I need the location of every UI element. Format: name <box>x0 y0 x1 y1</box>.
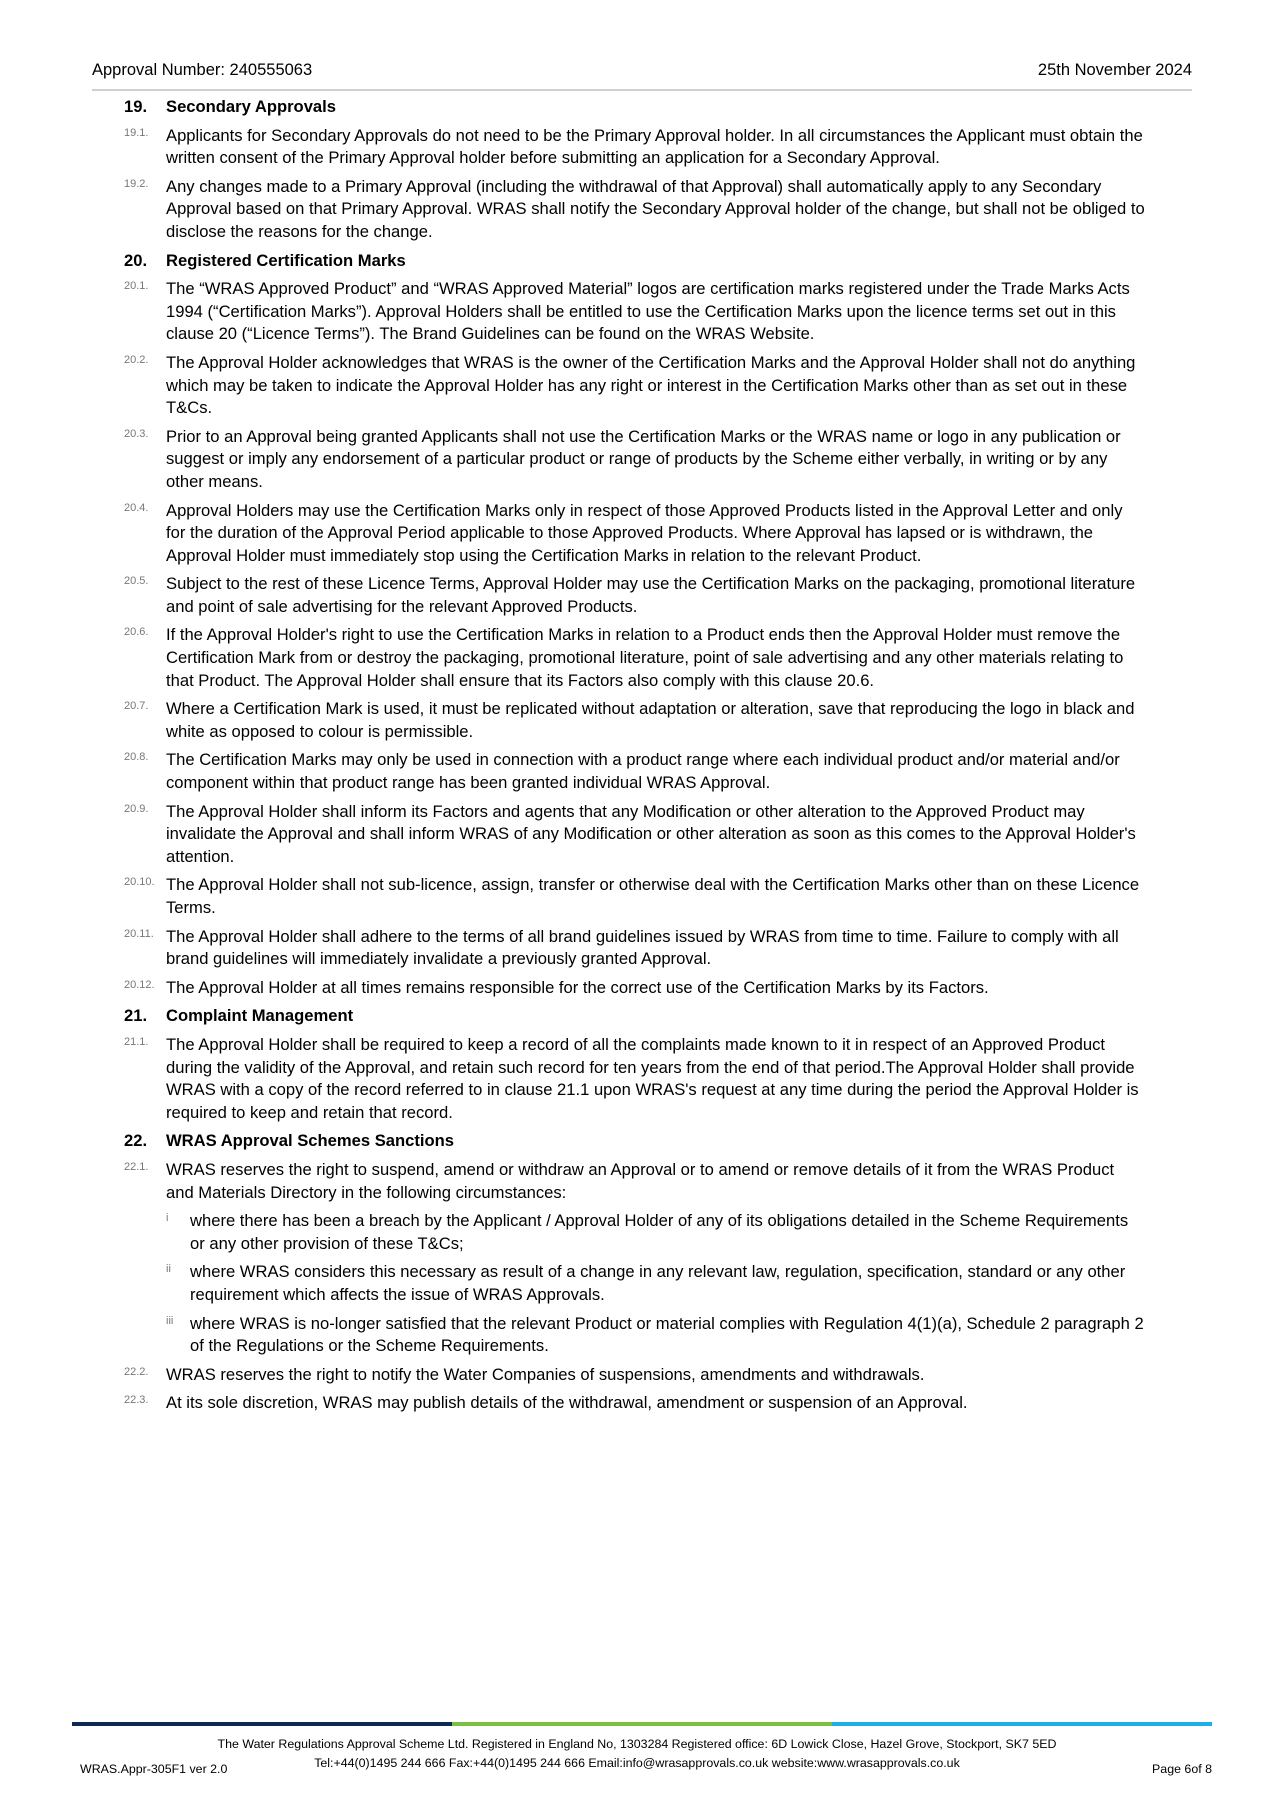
clause-number: 20.3. <box>124 427 149 440</box>
clause <box>124 278 1146 346</box>
clause-number: 20.11. <box>124 927 154 940</box>
clause-number: 20.6. <box>124 626 149 639</box>
clause-text: WRAS reserves the right to suspend, amend or withdraw an Approval or to amend or remove details of it from the WRAS Product and Materials Directory in the following circumstances: <box>166 1159 1115 1202</box>
clause <box>124 1034 1146 1124</box>
clause <box>124 1364 1146 1387</box>
clause-body <box>166 1392 1146 1415</box>
clause-number: 20.9. <box>124 802 149 815</box>
clause-body <box>166 278 1146 346</box>
clause <box>124 698 1146 743</box>
clause <box>124 977 1146 1000</box>
clause <box>124 426 1146 494</box>
clause-text: If the Approval Holder's right to use the Certification Marks in relation to a Product ends then the Approval Holder must remove the Certification Mark from or destroy the packaging, promotional literature, point of sale advertising and any other materials relating to that Product. The Approval Holder shall ensure that its Factors also comply with this clause 20.6. <box>166 625 1124 690</box>
clause-number: 19.1. <box>124 126 149 139</box>
clause-text: The Approval Holder shall inform its Factors and agents that any Modification or other alteration to the Approved Product may invalidate the Approval and shall inform WRAS of any Modification or other alteration as soon as this comes to the Approval Holder's attention. <box>166 801 1136 866</box>
clause-number: 22.3. <box>124 1394 149 1407</box>
clause-number: 20.2. <box>124 353 149 366</box>
section-heading <box>124 250 1146 273</box>
clause-number: 20.10. <box>124 876 155 889</box>
section-title: WRAS Approval Schemes Sanctions <box>166 1131 455 1151</box>
section-heading <box>124 1005 1146 1028</box>
sub-clause-text: where WRAS is no-longer satisfied that the relevant Product or material complies with Regulation 4(1)(a), Schedule 2 paragraph 2 of the Regulations or the Scheme Requirements. <box>190 1313 1144 1356</box>
clause-text: At its sole discretion, WRAS may publish details of the withdrawal, amendment or suspension of an Approval. <box>166 1393 968 1413</box>
sub-clause-number: iii <box>166 1314 174 1327</box>
page-header <box>92 61 1192 80</box>
sub-clause-text: where WRAS considers this necessary as result of a change in any relevant law, regulation, specification, standard or any other requirement which affects the issue of WRAS Approvals. <box>190 1262 1126 1304</box>
clause <box>124 874 1146 919</box>
clause-number: 20.12. <box>124 978 155 991</box>
sub-clause <box>166 1210 1146 1255</box>
section-number: 21. <box>124 1006 148 1026</box>
clause-number: 20.4. <box>124 501 149 514</box>
clause-text: The Approval Holder acknowledges that WRAS is the owner of the Certification Marks and the Approval Holder shall not do anything which may be taken to indicate the Approval Holder has any right or interest in the Certification Marks other than as set out in these T&Cs. <box>166 352 1136 418</box>
clause <box>124 500 1146 568</box>
clause-text: WRAS reserves the right to notify the Water Companies of suspensions, amendments and withdrawals. <box>166 1364 925 1384</box>
section-heading <box>124 96 1146 119</box>
clause <box>124 176 1146 244</box>
sub-clause-number: i <box>166 1212 169 1225</box>
section-title: Registered Certification Marks <box>166 250 406 270</box>
clause <box>124 1159 1146 1358</box>
clause-body <box>166 426 1146 494</box>
clause-body <box>166 874 1146 919</box>
clause-number: 20.1. <box>124 280 149 293</box>
footer-doc-ref: WRAS.Appr-305F1 ver 2.0 <box>80 1762 228 1776</box>
clause-body <box>166 749 1146 794</box>
clause-text: Any changes made to a Primary Approval (including the withdrawal of that Approval) shall automatically apply to any Secondary Approval based on that Primary Approval. WRAS shall notify the Secondary Approval holder of the change, but shall not be obliged to disclose the reasons for the change. <box>166 176 1145 241</box>
clause-body <box>166 624 1146 692</box>
clause-number: 21.1. <box>124 1035 149 1048</box>
clause-number: 22.2. <box>124 1365 149 1378</box>
footer-bar-green <box>452 1722 832 1726</box>
section-title: Secondary Approvals <box>166 97 336 116</box>
footer-bar-blue <box>832 1722 1212 1726</box>
document-body <box>124 96 1146 1421</box>
clause-number: 22.1. <box>124 1160 149 1173</box>
clause-body <box>166 926 1146 971</box>
clause-body <box>166 801 1146 869</box>
clause-body <box>166 977 1146 1000</box>
footer-bar-navy <box>72 1722 452 1726</box>
section-title: Complaint Management <box>166 1006 354 1026</box>
clause <box>124 801 1146 869</box>
clause-body <box>166 352 1146 420</box>
section-number: 19. <box>124 97 148 116</box>
clause-text: The Approval Holder shall be required to keep a record of all the complaints made known to it in respect of an Approved Product during the validity of the Approval, and retain such record for ten years from the end of that period.The Approval Holder shall provide WRAS with a copy of the record referred to in clause 21.1 upon WRAS's request at any time during the period the Approval Holder is required to keep and retain that record. <box>166 1034 1139 1122</box>
section-number: 20. <box>124 250 148 270</box>
clause <box>124 749 1146 794</box>
clause-body <box>166 698 1146 743</box>
clause <box>124 352 1146 420</box>
clause-text: The Approval Holder shall not sub-licence, assign, transfer or otherwise deal with the Certification Marks other than on these Licence Terms. <box>166 875 1140 917</box>
clause-body <box>166 573 1146 618</box>
clause <box>124 926 1146 971</box>
clause <box>124 573 1146 618</box>
footer-page-number: Page 6of 8 <box>1152 1762 1212 1776</box>
clause-body <box>166 125 1146 170</box>
clause-number: 20.7. <box>124 700 149 713</box>
clause <box>124 125 1146 170</box>
clause-body <box>166 176 1146 244</box>
sub-clause-number: ii <box>166 1263 171 1276</box>
clause-text: The “WRAS Approved Product” and “WRAS Approved Material” logos are certification marks registered under the Trade Marks Acts 1994 (“Certification Marks”). Approval Holders shall be entitled to use the Certification Marks upon the licence terms set out in this clause 20 (“Licence Terms”). The Brand Guidelines can be found on the WRAS Website. <box>166 279 1130 344</box>
clause <box>124 1392 1146 1415</box>
clause-text: Prior to an Approval being granted Applicants shall not use the Certification Marks or the WRAS name or logo in any publication or suggest or imply any endorsement of a particular product or range of products by the Scheme either verbally, in writing or by any other means. <box>166 426 1121 491</box>
clause-text: Where a Certification Mark is used, it must be replicated without adaptation or alteration, save that reproducing the logo in black and white as opposed to colour is permissible. <box>166 699 1135 741</box>
clause <box>124 624 1146 692</box>
sub-clause <box>166 1313 1146 1358</box>
sub-clause <box>166 1261 1146 1306</box>
clause-body <box>166 500 1146 568</box>
header-divider <box>92 89 1192 91</box>
section-heading <box>124 1130 1146 1153</box>
clause-number: 20.8. <box>124 751 149 764</box>
footer-company-line: The Water Regulations Approval Scheme Ltd. Registered in England No, 1303284 Registered office: 6D Lowick Close, Hazel Grove, Stockport, SK7 5ED <box>217 1737 1057 1751</box>
clause-text: The Certification Marks may only be used in connection with a product range where each individual product and/or material and/or component within that product range has been granted individual WRAS Approval. <box>166 750 1120 793</box>
clause-body <box>166 1159 1146 1358</box>
clause-text: Applicants for Secondary Approvals do not need to be the Primary Approval holder. In all circumstances the Applicant must obtain the written consent of the Primary Approval holder before submitting an application for a Secondary Approval. <box>166 125 1143 168</box>
clause-body <box>166 1034 1146 1124</box>
clause-text: Subject to the rest of these Licence Terms, Approval Holder may use the Certification Marks on the packaging, promotional literature and point of sale advertising for the relevant Approved Products. <box>166 574 1136 616</box>
clause-text: The Approval Holder at all times remains responsible for the correct use of the Certification Marks by its Factors. <box>166 977 989 997</box>
header-date: 25th November 2024 <box>1037 61 1192 79</box>
clause-number: 19.2. <box>124 177 149 190</box>
footer-contact-line: Tel:+44(0)1495 244 666 Fax:+44(0)1495 244 666 Email:info@wrasapprovals.co.uk website:www.wrasapprovals.co.uk <box>314 1756 960 1770</box>
approval-number: Approval Number: 240555063 <box>92 61 313 79</box>
section-number: 22. <box>124 1131 148 1151</box>
clause-text: Approval Holders may use the Certification Marks only in respect of those Approved Products listed in the Approval Letter and only for the duration of the Approval Period applicable to those Approved Products. Where Approval has lapsed or is withdrawn, the Approval Holder must immediately stop using the Certification Marks in relation to the relevant Product. <box>166 500 1123 565</box>
clause-body <box>166 1364 1146 1387</box>
clause-number: 20.5. <box>124 575 149 588</box>
sub-clause-text: where there has been a breach by the Applicant / Approval Holder of any of its obligations detailed in the Scheme Requirements or any other provision of these T&Cs; <box>190 1211 1129 1253</box>
clause-text: The Approval Holder shall adhere to the terms of all brand guidelines issued by WRAS from time to time. Failure to comply with all brand guidelines will immediately invalidate a previously granted Approval. <box>166 926 1119 969</box>
